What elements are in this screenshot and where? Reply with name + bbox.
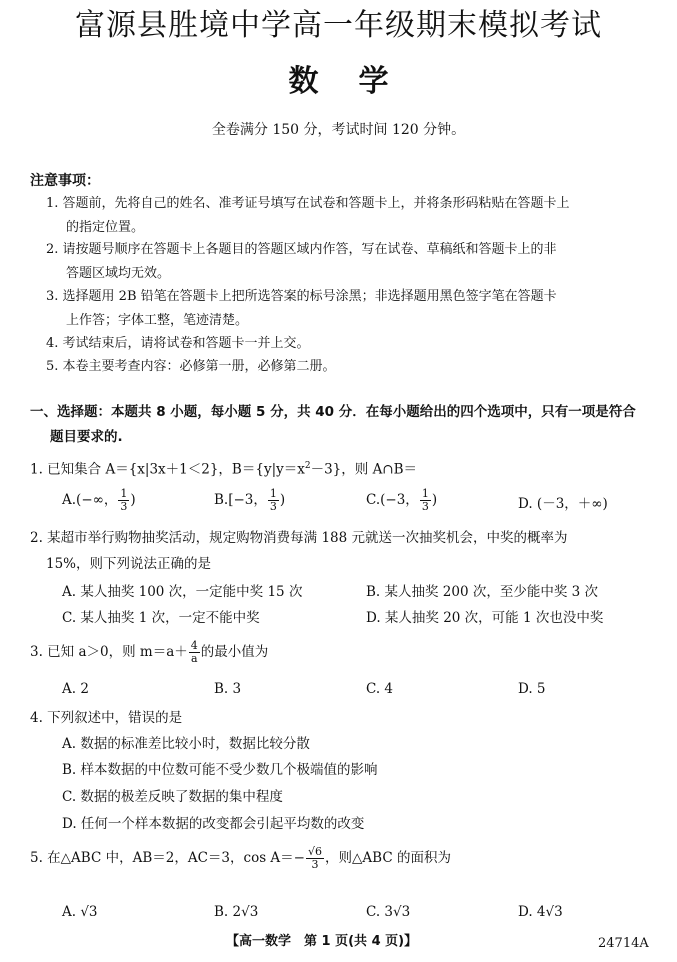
exam-code: 24714A xyxy=(598,936,649,951)
section-line-2: 题目要求的. xyxy=(50,429,123,445)
frac-num: 1 xyxy=(421,487,429,500)
q1-option-c[interactable] xyxy=(366,488,437,513)
section-heading xyxy=(30,400,655,450)
q1-stem-text: 1. 已知集合 A＝{x|3x＋1＜2}，B＝{y|y＝x xyxy=(30,461,305,478)
q3-stem-b: 的最小值为 xyxy=(200,644,269,660)
fraction xyxy=(420,488,431,513)
q1-option-b-label: B. xyxy=(214,492,229,508)
q3-option-b[interactable]: B. 3 xyxy=(214,681,242,697)
frac-den: 3 xyxy=(120,500,128,513)
q1-option-b-left: [−3， xyxy=(228,492,267,508)
notice-item: 5. 本卷主要考查内容：必修第一册，必修第二册。 xyxy=(46,359,336,374)
section-line-1: 一、选择题：本题共 8 小题，每小题 5 分，共 40 分．在每小题给出的四个选项中，只有一项是符合 xyxy=(30,404,636,420)
q1-option-c-label: C. xyxy=(366,492,381,508)
fraction xyxy=(189,640,200,665)
question-1-stem xyxy=(30,454,417,482)
fraction xyxy=(306,846,324,871)
frac-den: a xyxy=(190,652,198,665)
q5-option-b[interactable]: B. 2√3 xyxy=(214,904,259,920)
notice-item: 3. 选择题用 2B 铅笔在答题卡上把所选答案的标号涂黑；非选择题用黑色签字笔在答题卡 xyxy=(46,289,557,304)
q4-option-c[interactable]: C. 数据的极差反映了数据的集中程度 xyxy=(62,789,283,805)
q1-option-a[interactable] xyxy=(62,488,136,513)
q2-option-a[interactable]: A. 某人抽奖 100 次，一定能中奖 15 次 xyxy=(62,584,303,600)
q1-option-a-left: (−∞， xyxy=(76,492,118,508)
q4-option-b[interactable]: B. 样本数据的中位数可能不受少数几个极端值的影响 xyxy=(62,762,378,778)
q3-option-c[interactable]: C. 4 xyxy=(366,681,394,697)
subject-title: 数学 xyxy=(288,64,429,99)
q3-option-a[interactable]: A. 2 xyxy=(62,681,89,697)
q2-option-b[interactable]: B. 某人抽奖 200 次，至少能中奖 3 次 xyxy=(366,584,599,600)
notice-item: 1. 答题前，先将自己的姓名、准考证号填写在试卷和答题卡上，并将条形码粘贴在答题卡上 xyxy=(46,196,570,211)
frac-num: √6 xyxy=(308,845,323,858)
notice-item: 4. 考试结束后，请将试卷和答题卡一并上交。 xyxy=(46,336,310,351)
q1-superscript: 2 xyxy=(304,461,311,471)
notice-item: 2. 请按题号顺序在答题卡上各题目的答题区域内作答，写在试卷、草稿纸和答题卡上的非 xyxy=(46,242,557,257)
q1-option-b[interactable] xyxy=(214,488,285,513)
q1-option-a-label: A. xyxy=(62,492,77,508)
notice-item: 的指定位置。 xyxy=(66,220,145,235)
exam-meta: 全卷满分 150 分，考试时间 120 分钟。 xyxy=(211,122,466,138)
page-footer: 【高一数学 第 1 页(共 4 页)】 xyxy=(226,934,418,949)
q4-option-a[interactable]: A. 数据的标准差比较小时，数据比较分散 xyxy=(62,736,310,752)
fraction xyxy=(268,488,279,513)
question-2-line-1: 2. 某超市举行购物抽奖活动，规定购物消费每满 188 元就送一次抽奖机会，中奖的概率为 xyxy=(30,530,568,546)
q1-rparen: ) xyxy=(130,492,136,508)
question-5-stem xyxy=(30,846,451,871)
q1-rparen: ) xyxy=(279,492,286,508)
q1-stem-end: －3}，则 A∩B＝ xyxy=(310,461,418,478)
exam-title: 富源县胜境中学高一年级期末模拟考试 xyxy=(75,8,602,43)
question-4-stem: 4. 下列叙述中，错误的是 xyxy=(30,710,183,726)
q2-option-c[interactable]: C. 某人抽奖 1 次，一定不能中奖 xyxy=(62,610,260,626)
question-2-line-2: 15%，则下列说法正确的是 xyxy=(46,556,212,572)
frac-num: 1 xyxy=(120,487,128,500)
frac-num: 4 xyxy=(190,639,198,652)
q5-stem-a: 5. 在△ABC 中，AB＝2，AC＝3，cos A＝− xyxy=(30,850,305,866)
q1-option-c-left: (−3， xyxy=(380,492,419,508)
question-3-stem xyxy=(30,640,268,665)
q5-option-c[interactable]: C. 3√3 xyxy=(366,904,411,920)
frac-num: 1 xyxy=(269,487,277,500)
notice-heading: 注意事项： xyxy=(30,173,100,189)
q5-stem-b: ，则△ABC 的面积为 xyxy=(325,850,451,866)
q1-option-d[interactable]: D. (－3，＋∞) xyxy=(518,496,608,512)
notice-item: 上作答；字体工整，笔迹清楚。 xyxy=(66,313,249,328)
q5-option-a[interactable]: A. √3 xyxy=(62,904,98,920)
notice-item: 答题区域均无效。 xyxy=(66,266,171,281)
frac-den: 3 xyxy=(311,858,319,871)
frac-den: 3 xyxy=(269,500,277,513)
q3-stem-a: 3. 已知 a＞0，则 m＝a＋ xyxy=(30,644,188,660)
q2-option-d[interactable]: D. 某人抽奖 20 次，可能 1 次也没中奖 xyxy=(366,610,604,626)
q5-option-d[interactable]: D. 4√3 xyxy=(518,904,563,920)
q3-option-d[interactable]: D. 5 xyxy=(518,681,546,697)
q4-option-d[interactable]: D. 任何一个样本数据的改变都会引起平均数的改变 xyxy=(62,816,365,832)
frac-den: 3 xyxy=(421,500,429,513)
fraction xyxy=(118,488,129,513)
q1-rparen: ) xyxy=(431,492,438,508)
